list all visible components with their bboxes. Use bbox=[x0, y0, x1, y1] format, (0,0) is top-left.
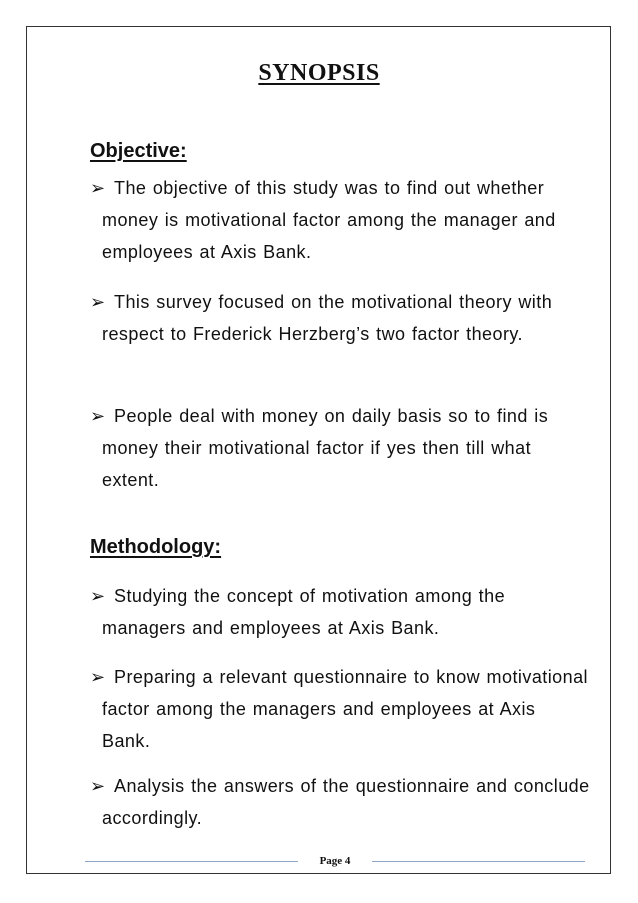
page-footer bbox=[85, 853, 585, 869]
list-item bbox=[90, 400, 590, 496]
arrow-bullet-icon: ➢ bbox=[90, 586, 106, 606]
footer-rule-right bbox=[372, 861, 585, 862]
page-title bbox=[0, 58, 638, 88]
list-item bbox=[90, 661, 590, 757]
arrow-bullet-icon: ➢ bbox=[90, 776, 106, 796]
list-item-text: Analysis the answers of the questionnaire and conclude accordingly. bbox=[102, 776, 590, 828]
arrow-bullet-icon: ➢ bbox=[90, 667, 106, 687]
page-title-text: SYNOPSIS bbox=[258, 60, 380, 86]
list-item-text: People deal with money on daily basis so to find is money their motivational factor if yes then till what extent. bbox=[102, 406, 549, 490]
list-item-text: Preparing a relevant questionnaire to know motivational factor among the managers and employees at Axis Bank. bbox=[102, 667, 589, 751]
list-item-text: Studying the concept of motivation among the managers and employees at Axis Bank. bbox=[102, 586, 506, 638]
arrow-bullet-icon: ➢ bbox=[90, 406, 106, 426]
list-item bbox=[90, 286, 590, 350]
list-item bbox=[90, 172, 590, 268]
arrow-bullet-icon: ➢ bbox=[90, 292, 106, 312]
list-item-text: This survey focused on the motivational theory with respect to Frederick Herzberg’s two factor theory. bbox=[102, 292, 553, 344]
footer-rule-left bbox=[85, 861, 298, 862]
objective-heading: Objective: bbox=[90, 140, 187, 162]
list-item bbox=[90, 770, 590, 834]
list-item-text: The objective of this study was to find out whether money is motivational factor among the manager and employees at Axis Bank. bbox=[102, 178, 556, 262]
page-number: Page 4 bbox=[319, 855, 351, 867]
list-item bbox=[90, 580, 590, 644]
arrow-bullet-icon: ➢ bbox=[90, 178, 106, 198]
methodology-heading: Methodology: bbox=[90, 536, 222, 558]
